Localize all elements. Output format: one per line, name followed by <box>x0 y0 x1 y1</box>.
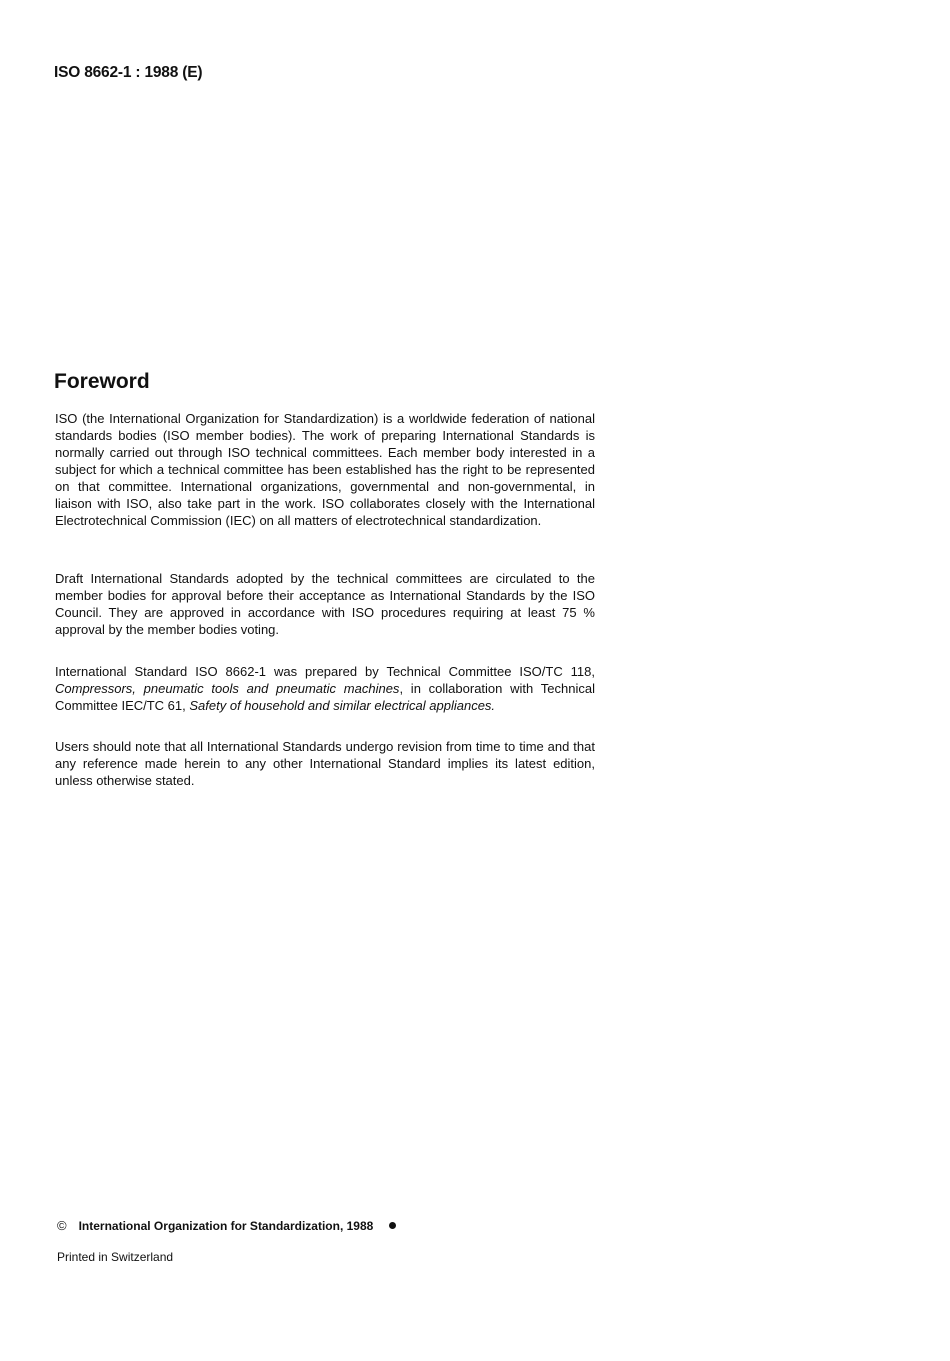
paragraph-3-text-b: , in collaboration with Technical Committee IEC/TC 61, <box>55 681 595 713</box>
foreword-paragraph-3 <box>55 663 595 714</box>
foreword-paragraph-4: Users should note that all International Standards undergo revision from time to time and that any reference made herein to any other International Standard implies its latest edition, unless otherwise stated. <box>55 739 595 788</box>
copyright-icon: © <box>57 1218 67 1233</box>
foreword-title: Foreword <box>54 370 150 393</box>
iec-committee-title: Safety of household and similar electrical appliances. <box>189 698 496 713</box>
paragraph-3-text-a: International Standard ISO 8662-1 was prepared by Technical Committee ISO/TC 118, <box>55 664 595 679</box>
document-id-header: ISO 8662-1 : 1988 (E) <box>54 64 203 81</box>
printed-in-text: Printed in Switzerland <box>57 1250 174 1264</box>
committee-title: Compressors, pneumatic tools and pneumatic machines <box>55 681 400 696</box>
foreword-paragraph-2: Draft International Standards adopted by the technical committees are circulated to the member bodies for approval before their acceptance as International Standards by the ISO Council. They are approved in accordance with ISO procedures requiring at least 75 % approval by the member bodies voting. <box>55 571 595 637</box>
copyright-line <box>57 1218 396 1233</box>
foreword-paragraph-1: ISO (the International Organization for Standardization) is a worldwide federation of national standards bodies (ISO member bodies). The work of preparing International Standards is normally carried out through ISO technical committees. Each member body interested in a subject for which a technical committee has been established has the right to be represented on that committee. International organizations, governmental and non-governmental, in liaison with ISO, also take part in the work. ISO collaborates closely with the International Electrotechnical Commission (IEC) on all matters of electrotechnical standardization. <box>55 411 595 528</box>
bullet-dot-icon <box>389 1222 396 1229</box>
copyright-text: International Organization for Standardization, 1988 <box>78 1218 374 1233</box>
